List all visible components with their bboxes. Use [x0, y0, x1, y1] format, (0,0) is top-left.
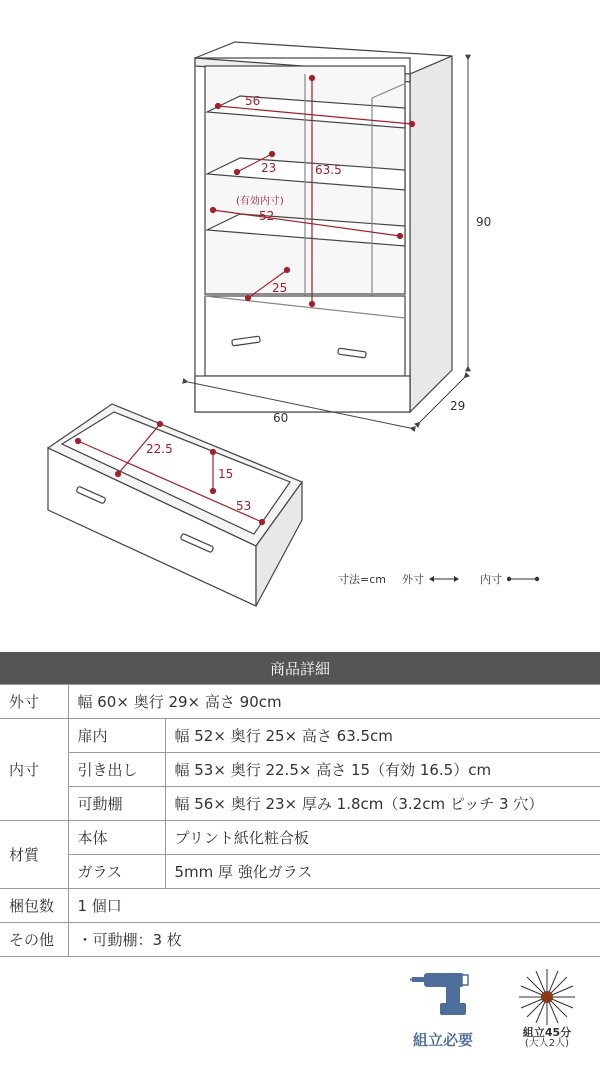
assembly-time: 組立45分	[522, 1026, 572, 1039]
assembly-time-label	[512, 1027, 582, 1049]
row-label-outer: 外寸	[0, 685, 68, 719]
sub-label-glass: ガラス	[68, 855, 165, 889]
table-row	[0, 753, 600, 787]
sub-value-door: 幅 52× 奥行 25× 高さ 63.5cm	[165, 719, 600, 753]
sub-value-body: プリント紙化粧合板	[165, 821, 600, 855]
burst-icon	[517, 967, 577, 1027]
label-drawer-height: 15	[218, 467, 234, 481]
label-door-inner-width: 52	[259, 209, 275, 223]
drill-icon	[410, 967, 484, 1023]
table-row	[0, 719, 600, 753]
legend-outer-label: 外寸	[401, 573, 424, 586]
sub-label-body: 本体	[68, 821, 165, 855]
row-label-package: 梱包数	[0, 889, 68, 923]
row-value-package: 1 個口	[68, 889, 600, 923]
table-row	[0, 923, 600, 957]
row-value-outer: 幅 60× 奥行 29× 高さ 90cm	[68, 685, 600, 719]
label-shelf-width: 56	[245, 94, 261, 108]
table-row	[0, 685, 600, 719]
row-label-inner: 内寸	[0, 719, 68, 821]
label-drawer-width: 53	[236, 499, 252, 513]
drawer-illustration	[48, 404, 302, 606]
legend-inner-label: 内寸	[479, 573, 502, 586]
row-label-other: その他	[0, 923, 68, 957]
table-header: 商品詳細	[0, 652, 600, 685]
row-value-other: ・可動棚：3 枚	[68, 923, 600, 957]
label-drawer-depth: 22.5	[146, 442, 173, 456]
dimension-legend	[338, 571, 540, 587]
sub-label-shelf: 可動棚	[68, 787, 165, 821]
table-row	[0, 855, 600, 889]
sub-value-glass: 5mm 厚 強化ガラス	[165, 855, 600, 889]
sub-value-drawer: 幅 53× 奥行 22.5× 高さ 15（有効 16.5）cm	[165, 753, 600, 787]
double-arrow-icon	[428, 574, 460, 584]
table-row	[0, 821, 600, 855]
dot-line-icon	[506, 574, 540, 584]
assembly-people: (大人2人)	[524, 1038, 570, 1049]
label-door-inner-depth: 25	[272, 281, 288, 295]
cabinet-illustration	[195, 42, 452, 412]
label-outer-height: 90	[476, 215, 492, 229]
label-shelf-depth: 23	[261, 161, 277, 175]
label-outer-depth: 29	[450, 399, 466, 413]
legend-unit: 寸法=cm	[338, 573, 386, 586]
table-row	[0, 889, 600, 923]
label-door-inner-height: 63.5	[315, 163, 342, 177]
assembly-required-label: 組立必要	[413, 1031, 474, 1049]
table-row	[0, 787, 600, 821]
label-effective-note: (有効内寸)	[236, 196, 284, 207]
sub-label-door: 扉内	[68, 719, 165, 753]
sub-value-shelf: 幅 56× 奥行 23× 厚み 1.8cm（3.2cm ピッチ 3 穴）	[165, 787, 600, 821]
sub-label-drawer: 引き出し	[68, 753, 165, 787]
product-details-table	[0, 652, 600, 957]
label-outer-width: 60	[273, 411, 289, 425]
assembly-badges	[0, 965, 600, 1065]
row-label-material: 材質	[0, 821, 68, 889]
